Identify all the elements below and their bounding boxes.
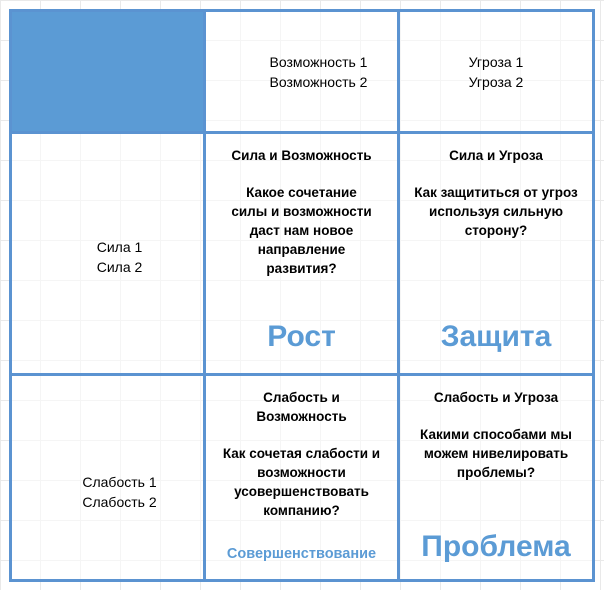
weaknesses-header-cell <box>9 373 206 582</box>
protection-label: Защита <box>440 320 552 353</box>
opportunities-list <box>236 52 368 92</box>
strength-threat-cell <box>397 131 595 376</box>
strength-opportunity-title: Сила и Возможность <box>231 148 372 163</box>
weakness-threat-question: Какими способами мы можем нивелировать проблемы? <box>420 427 572 480</box>
weakness-item-1: Слабость 1 <box>82 473 157 490</box>
problem-label: Проблема <box>421 530 571 563</box>
strength-opportunity-question: Какое сочетание силы и возможности даст нам новое направление развития? <box>231 185 372 276</box>
strength-opportunity-cell <box>203 131 400 376</box>
threat-item-1: Угроза 1 <box>468 53 524 70</box>
threat-item-2: Угроза 2 <box>468 73 524 90</box>
strength-threat-question: Как защититься от угроз используя сильную сторону? <box>414 185 578 238</box>
growth-label: Рост <box>267 320 336 353</box>
opportunities-header-cell <box>203 9 400 134</box>
strengths-header-cell <box>9 131 206 376</box>
strengths-list <box>73 231 143 277</box>
threats-list <box>469 52 524 92</box>
strength-item-2: Сила 2 <box>96 258 143 275</box>
weakness-threat-cell <box>397 373 595 582</box>
weakness-threat-title: Слабость и Угроза <box>433 390 559 405</box>
weakness-item-2: Слабость 2 <box>82 493 157 510</box>
strength-threat-title: Сила и Угроза <box>449 148 543 163</box>
improvement-label: Совершенствование <box>226 546 377 562</box>
weakness-opportunity-cell <box>203 373 400 582</box>
opportunity-item-2: Возможность 2 <box>269 73 368 90</box>
corner-cell <box>9 9 206 134</box>
opportunity-item-1: Возможность 1 <box>269 53 368 70</box>
weakness-opportunity-question: Как сочетая слабости и возможности усовершенствовать компанию? <box>222 446 381 518</box>
weakness-opportunity-title: Слабость и Возможность <box>256 390 347 424</box>
weaknesses-list <box>58 444 156 512</box>
threats-header-cell <box>397 9 595 134</box>
strength-item-1: Сила 1 <box>96 238 143 255</box>
